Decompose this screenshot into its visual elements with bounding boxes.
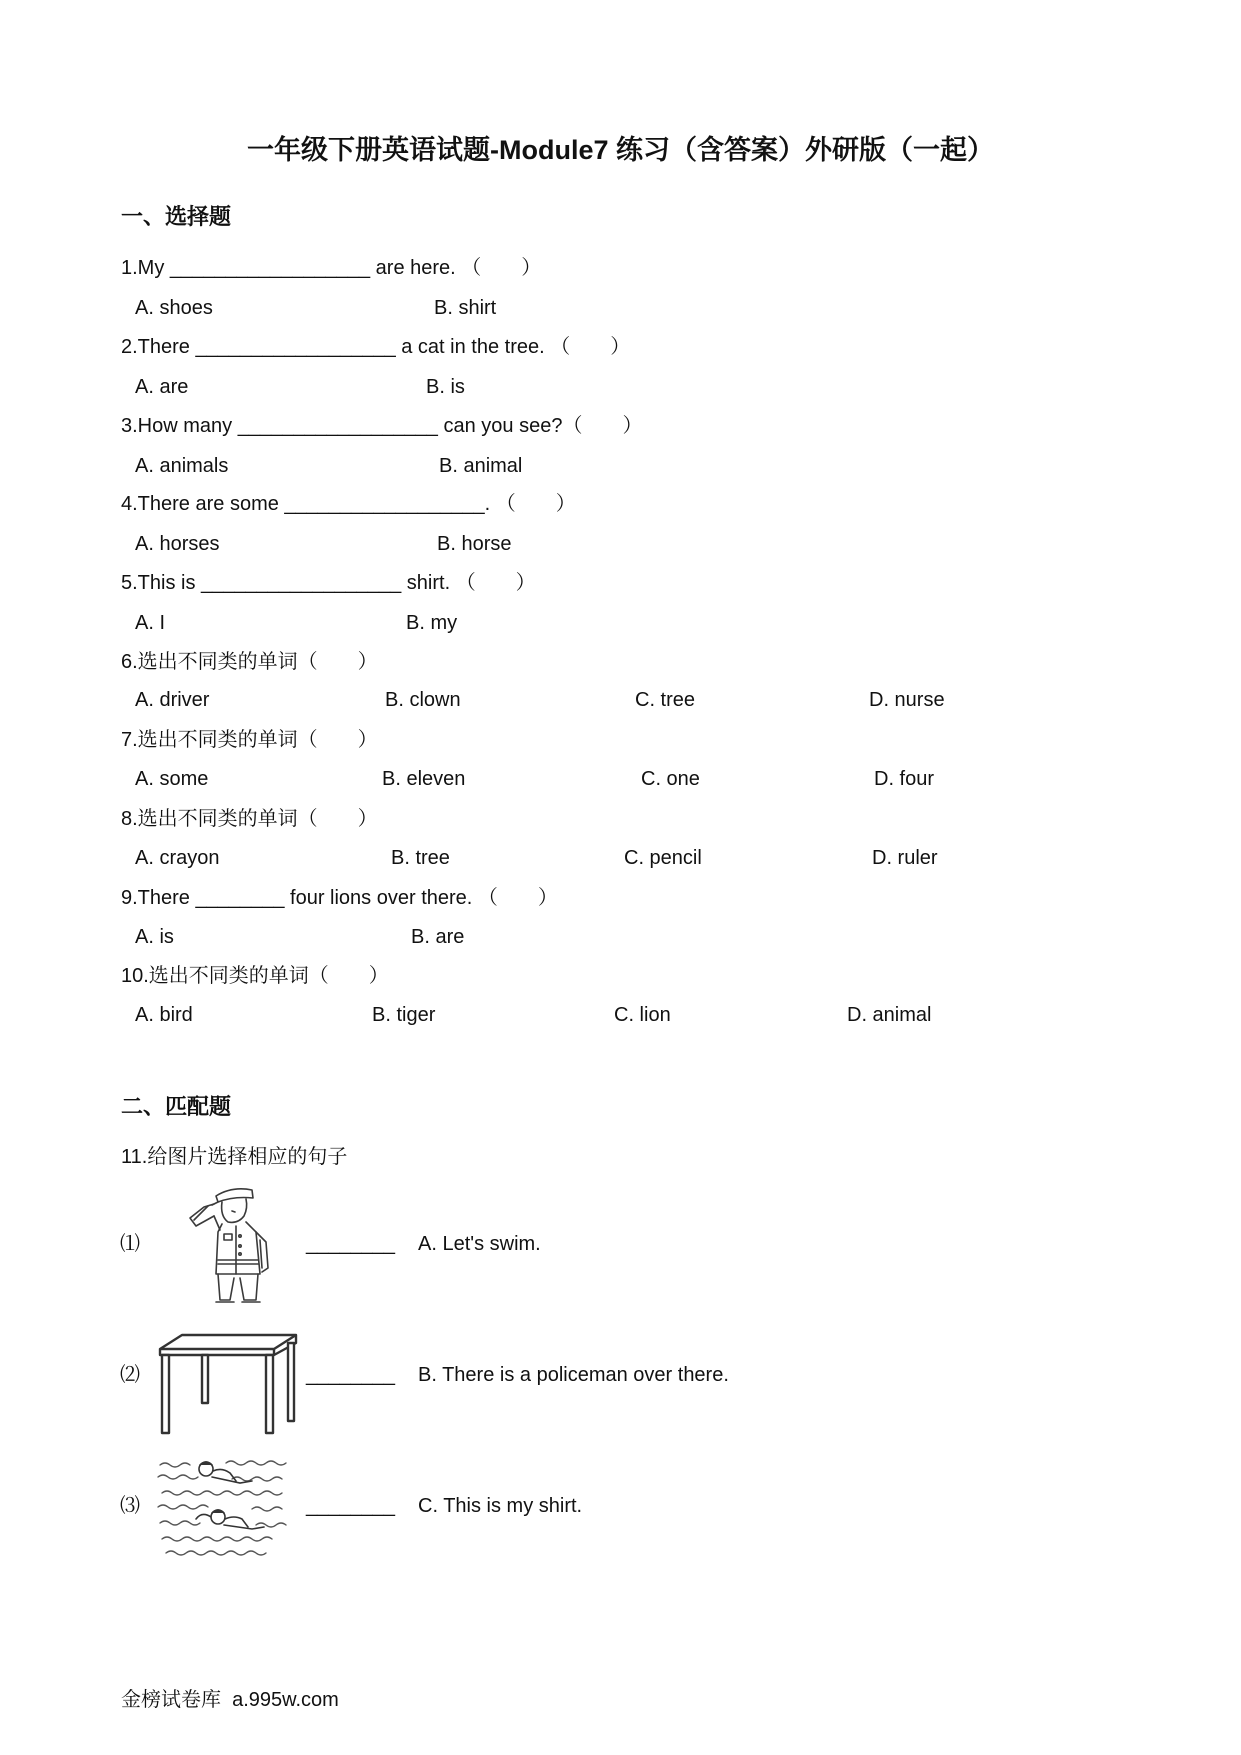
match-sentence: A. Let's swim. — [418, 1233, 541, 1255]
section-heading-choice: 一、选择题 — [121, 204, 232, 229]
option-d: D. ruler — [872, 847, 938, 869]
question-stem: 3.How many __________________ can you see?（ ） — [121, 415, 643, 437]
question-stem: 8.选出不同类的单词（ ） — [121, 808, 378, 830]
option-d: D. four — [874, 768, 935, 790]
option-c: C. tree — [635, 689, 696, 711]
match-item-number: ⑴ — [120, 1233, 140, 1255]
option-c: C. pencil — [624, 847, 702, 869]
answer-blank[interactable]: ________ — [306, 1233, 395, 1255]
table-icon — [156, 1331, 300, 1435]
option-a: A. bird — [135, 1004, 193, 1026]
question-stem: 5.This is __________________ shirt. （ ） — [121, 572, 536, 594]
option-a: A. I — [135, 612, 166, 634]
option-a: A. are — [135, 376, 189, 398]
question-stem: 9.There ________ four lions over there. （ ） — [121, 887, 558, 909]
footer-source: 金榜试卷库 a.995w.com — [121, 1689, 339, 1711]
question-stem: 6.选出不同类的单词（ ） — [121, 651, 378, 673]
option-b: B. horse — [437, 533, 512, 555]
match-sentence: C. This is my shirt. — [418, 1495, 583, 1517]
option-b: B. tree — [391, 847, 450, 869]
match-sentence: B. There is a policeman over there. — [418, 1364, 729, 1386]
option-b: B. my — [406, 612, 458, 634]
option-b: B. animal — [439, 455, 523, 477]
option-b: B. tiger — [372, 1004, 436, 1026]
option-a: A. shoes — [135, 297, 213, 319]
section-heading-matching: 二、匹配题 — [121, 1094, 232, 1119]
option-a: A. some — [135, 768, 209, 790]
option-b: B. shirt — [434, 297, 497, 319]
answer-blank[interactable]: ________ — [306, 1364, 395, 1386]
page-title: 一年级下册英语试题-Module7 练习（含答案）外研版（一起） — [247, 135, 994, 165]
option-b: B. clown — [385, 689, 461, 711]
option-b: B. is — [426, 376, 465, 398]
swimmers-icon — [156, 1455, 296, 1559]
option-b: B. eleven — [382, 768, 466, 790]
option-a: A. crayon — [135, 847, 220, 869]
option-a: A. is — [135, 926, 174, 948]
question-stem: 10.选出不同类的单词（ ） — [121, 965, 389, 987]
question-stem: 7.选出不同类的单词（ ） — [121, 729, 378, 751]
match-item-number: ⑵ — [120, 1364, 140, 1386]
answer-blank[interactable]: ________ — [306, 1495, 395, 1517]
match-item-number: ⑶ — [120, 1495, 140, 1517]
option-b: B. are — [411, 926, 465, 948]
option-d: D. nurse — [869, 689, 945, 711]
option-c: C. one — [641, 768, 700, 790]
option-a: A. animals — [135, 455, 229, 477]
option-a: A. horses — [135, 533, 220, 555]
policeman-saluting-icon — [156, 1184, 302, 1304]
option-a: A. driver — [135, 689, 210, 711]
option-d: D. animal — [847, 1004, 932, 1026]
question-stem: 4.There are some __________________. （ ） — [121, 493, 576, 515]
option-c: C. lion — [614, 1004, 671, 1026]
question-stem: 2.There __________________ a cat in the tree. （ ） — [121, 336, 631, 358]
question-stem: 1.My __________________ are here. （ ） — [121, 257, 542, 279]
question-stem: 11.给图片选择相应的句子 — [121, 1146, 348, 1168]
